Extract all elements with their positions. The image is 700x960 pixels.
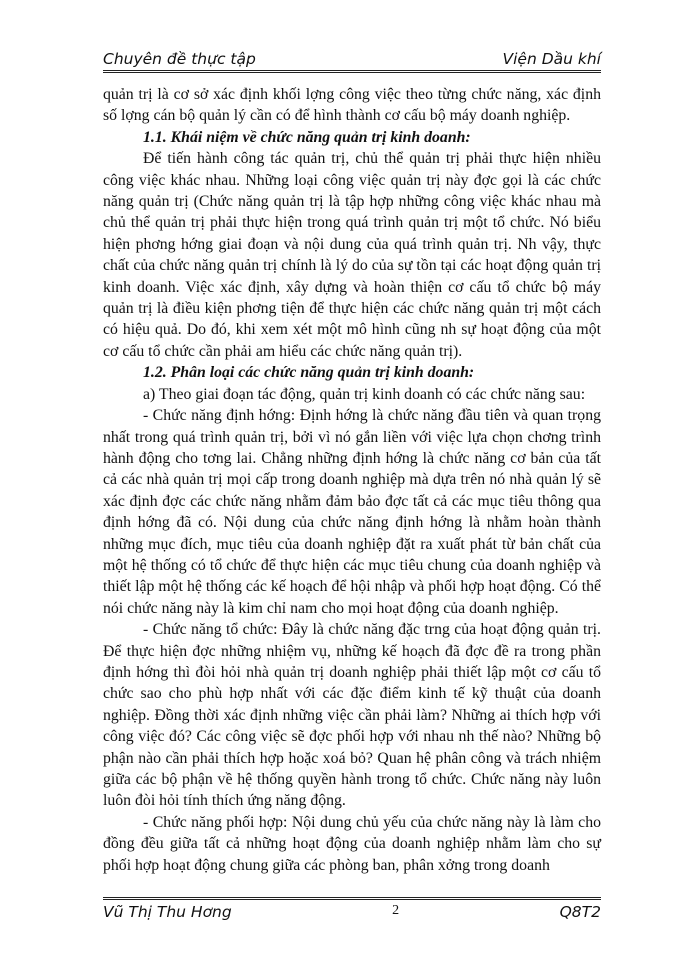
paragraph-concept: Để tiến hành công tác quản trị, chủ thể quản trị phải thực hiện nhiều công việc khác nhau. Những loại công việc quản trị này đợc gọi là các chức năng quản trị (Chức năng quản trị là tập hợp những công việc khác nhau mà chủ thể quản trị phải thực hiện trong quá trình quản trị một tổ chức. Nó biểu hiện phơng hớng giai đoạn và nội dung của quá trình quản trị. Nh vậy, thực chất của chức năng quản trị chính là lý do của sự tồn tại các hoạt động quản trị kinh doanh. Việc xác định, xây dựng và hoàn thiện cơ cấu tổ chức bộ máy quản trị là điều kiện phơng tiện để thực hiện các chức năng quản trị một cách có hiệu quả. Do đó, khi xem xét một mô hình cũng nh sự hoạt động của một cơ cấu tổ chức cần phải am hiểu các chức năng quản trị). xyxy=(103,150,601,360)
section-heading-1-1: 1.1. Khái niệm về chức năng quản trị kinh doanh: xyxy=(143,128,471,146)
header-document-title: Chuyên đề thực tập xyxy=(103,50,256,68)
section-heading-1-2: 1.2. Phân loại các chức năng quản trị kinh doanh: xyxy=(143,364,475,382)
paragraph-coordination-function: - Chức năng phối hợp: Nội dung chủ yếu của chức năng này là làm cho đồng đều giữa tất cả những hoạt động của doanh nghiệp nhằm làm cho sự phối hợp hoạt động chung giữa các phòng ban, phân xởng trong doanh xyxy=(103,813,601,874)
footer-author: Vũ Thị Thu Hơng xyxy=(103,903,232,921)
paragraph-classification: a) Theo giai đoạn tác động, quản trị kinh doanh có các chức năng sau: xyxy=(143,385,586,403)
paragraph-orientation-function: - Chức năng định hớng: Định hớng là chức năng đầu tiên và quan trọng nhất trong quá trình quản trị, bởi vì nó gắn liền với việc lựa chọn chơng trình hành động cho tơng lai. Chẳng những định hớng là chức năng cơ bản của tất cả các nhà quản trị mọi cấp trong doanh nghiệp mà dựa trên nó nhà quản lý sẽ xác định đợc các chức năng nhằm đảm bảo đợc tất cả các mục tiêu thông qua định hớng đã có. Nội dung của chức năng định hớng là nhằm hoàn thành những mục đích, mục tiêu của doanh nghiệp đặt ra xuất phát từ bản chất của một hệ thống có tổ chức để thực hiện các mục tiêu chung của doanh nghiệp và thiết lập một hệ thống các kế hoạch để hội nhập và phối hợp hoạt động. Có thể nói chức năng này là kim chỉ nam cho mọi hoạt động của doanh nghiệp. xyxy=(103,407,601,617)
paragraph-intro: quản trị là cơ sở xác định khối lợng công việc theo từng chức năng, xác định số lợng cán bộ quản lý cần có để hình thành cơ cấu bộ máy doanh nghiệp. xyxy=(103,86,601,125)
document-body xyxy=(103,84,601,876)
page-header xyxy=(103,38,601,73)
footer-class-code: Q8T2 xyxy=(559,903,601,921)
header-institution: Viện Dầu khí xyxy=(502,50,601,68)
page-number: 2 xyxy=(392,903,400,918)
page-footer xyxy=(103,897,601,927)
paragraph-organization-function: - Chức năng tổ chức: Đây là chức năng đặc trng của hoạt động quản trị. Để thực hiện đợc những nhiệm vụ, những kế hoạch đã đợc đề ra trong phần định hớng thì đòi hỏi nhà quản trị doanh nghiệp phải thiết lập một cơ cấu tổ chức sao cho phù hợp nhất với các đặc điểm kinh tế kỹ thuật của doanh nghiệp. Đồng thời xác định những việc cần phải làm? Những ai thích hợp với công việc đó? Các công việc sẽ đợc phối hợp với nhau nh thế nào? Những bộ phận nào cần phải thích hợp hoặc xoá bỏ? Quan hệ phân công và trách nhiệm giữa các bộ phận về hệ thống quyền hành trong tổ chức. Chức năng này luôn luôn đòi hỏi tính thích ứng năng động. xyxy=(103,621,601,810)
